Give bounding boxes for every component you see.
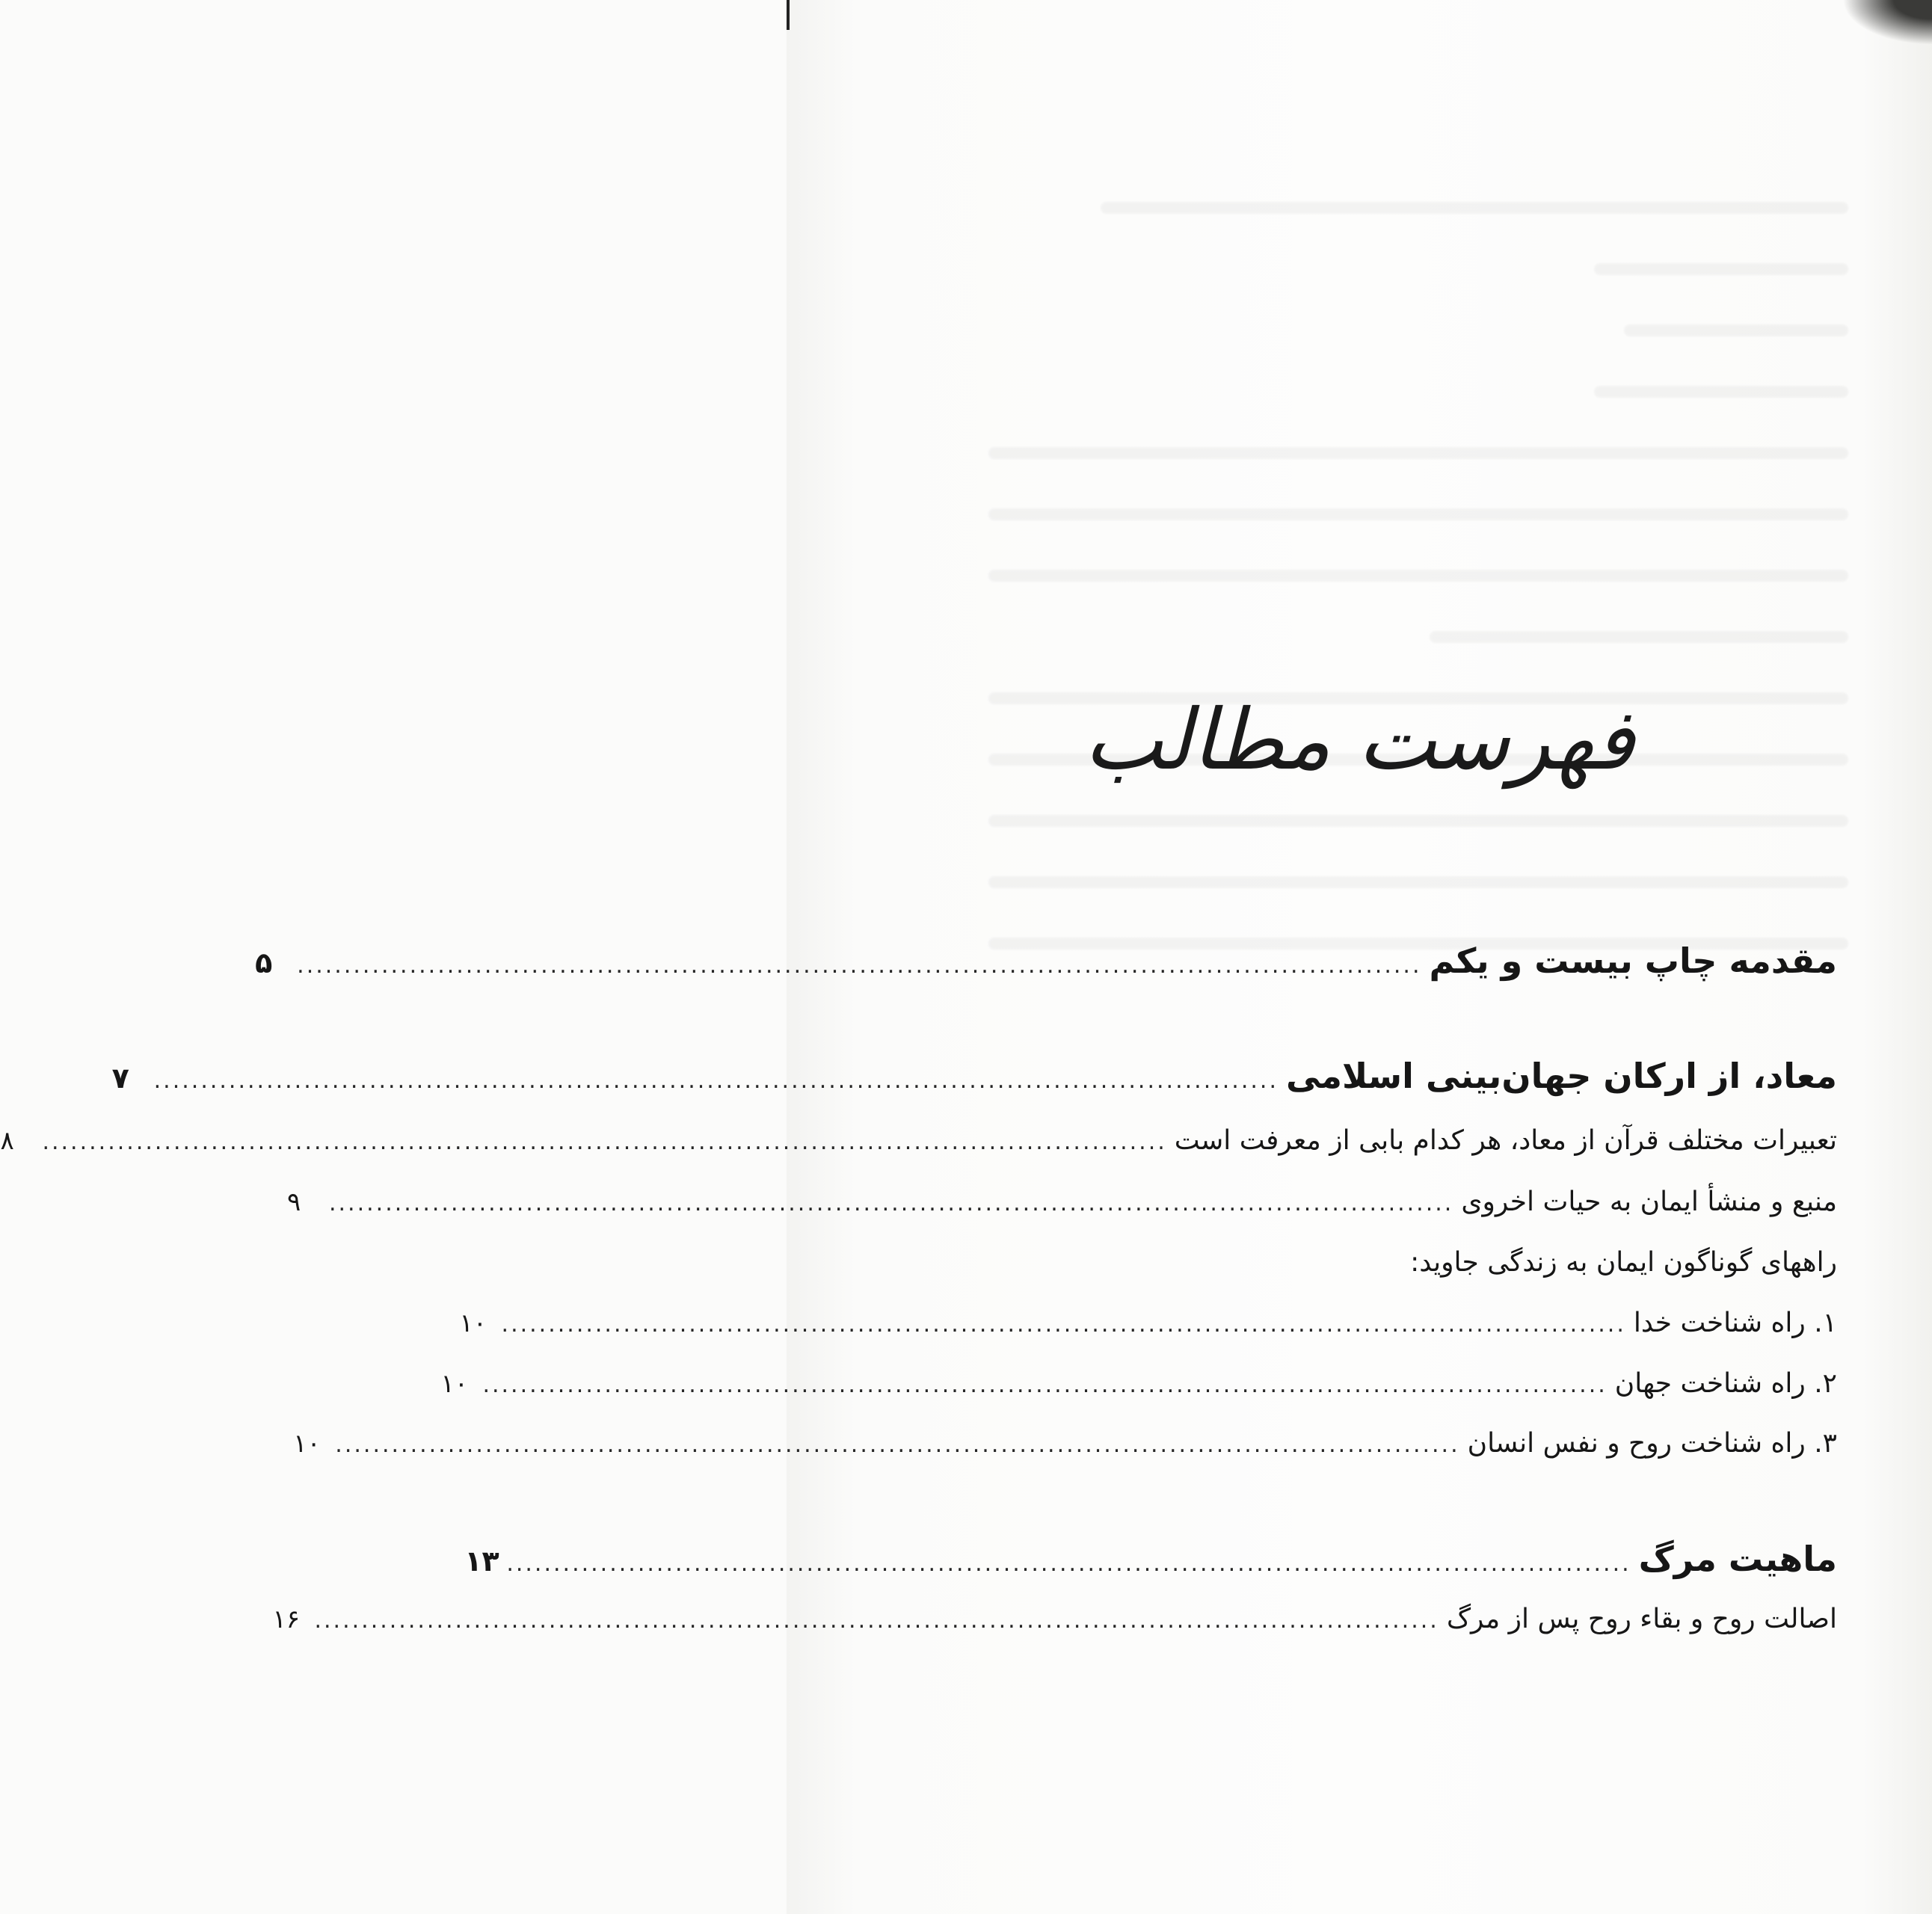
dot-leader: ........................................................................................................................ — [506, 1551, 1631, 1577]
toc-entry-title: راههای گوناگون ایمان به زندگی جاوید: — [1410, 1247, 1837, 1278]
toc-entry-title: مقدمه چاپ بیست و یکم — [1429, 941, 1837, 981]
toc-page-number: ۷ — [111, 1062, 129, 1095]
page-edge — [787, 0, 790, 30]
toc-entry-title: ماهیت مرگ — [1638, 1539, 1837, 1579]
toc-entry[interactable] — [111, 1056, 1837, 1096]
toc-entry[interactable] — [286, 1187, 1837, 1217]
toc-entry[interactable] — [272, 1604, 1837, 1634]
toc-entry[interactable] — [459, 1308, 1837, 1338]
bleed-through-text — [988, 202, 1848, 1062]
page-corner-shadow — [1842, 0, 1932, 45]
dot-leader: ........................................................................................................................ — [482, 1372, 1608, 1398]
toc-entry[interactable] — [293, 1428, 1837, 1459]
toc-section-heading — [988, 1247, 1837, 1278]
toc-entry-title: تعبیرات مختلف قرآن از معاد، هر کدام بابی از معرفت است — [1174, 1125, 1837, 1156]
toc-page-number: ۸ — [0, 1126, 14, 1156]
toc-entry-title: ۲. راه شناخت جهان — [1614, 1368, 1837, 1399]
toc-page-number: ۱۰ — [440, 1369, 468, 1399]
toc-page-number: ۱۳ — [464, 1545, 499, 1578]
toc-entry[interactable] — [255, 941, 1837, 981]
toc-page-number: ۱۰ — [293, 1429, 321, 1459]
toc-entry-title: منبع و منشأ ایمان به حیات اخروی — [1461, 1187, 1837, 1217]
toc-entry-title: ۱. راه شناخت خدا — [1633, 1308, 1837, 1338]
toc-page-number: ۱۶ — [272, 1604, 301, 1634]
dot-leader: ........................................................................................................................ — [314, 1607, 1439, 1634]
page-title: فهرست مطالب — [1083, 692, 1635, 789]
toc-page-number: ۹ — [286, 1187, 301, 1217]
toc-entry-title: ۳. راه شناخت روح و نفس انسان — [1467, 1428, 1837, 1459]
toc-entry[interactable] — [464, 1539, 1837, 1579]
dot-leader: ........................................................................................................................ — [297, 953, 1422, 979]
dot-leader: ........................................................................................................................ — [335, 1432, 1460, 1458]
toc-page-number: ۵ — [255, 947, 273, 979]
dot-leader: ........................................................................................................................ — [42, 1129, 1167, 1155]
toc-entry[interactable] — [440, 1368, 1837, 1399]
dot-leader: ........................................................................................................................ — [328, 1190, 1454, 1216]
dot-leader: ........................................................................................................................ — [153, 1068, 1279, 1094]
toc-entry[interactable] — [0, 1125, 1837, 1156]
toc-entry-title: اصالت روح و بقاء روح پس از مرگ — [1446, 1604, 1837, 1634]
dot-leader: ........................................................................................................................ — [501, 1311, 1626, 1338]
toc-entry-title: معاد، از ارکان جهان‌بینی اسلامی — [1285, 1056, 1837, 1096]
toc-page-number: ۱۰ — [459, 1308, 487, 1338]
